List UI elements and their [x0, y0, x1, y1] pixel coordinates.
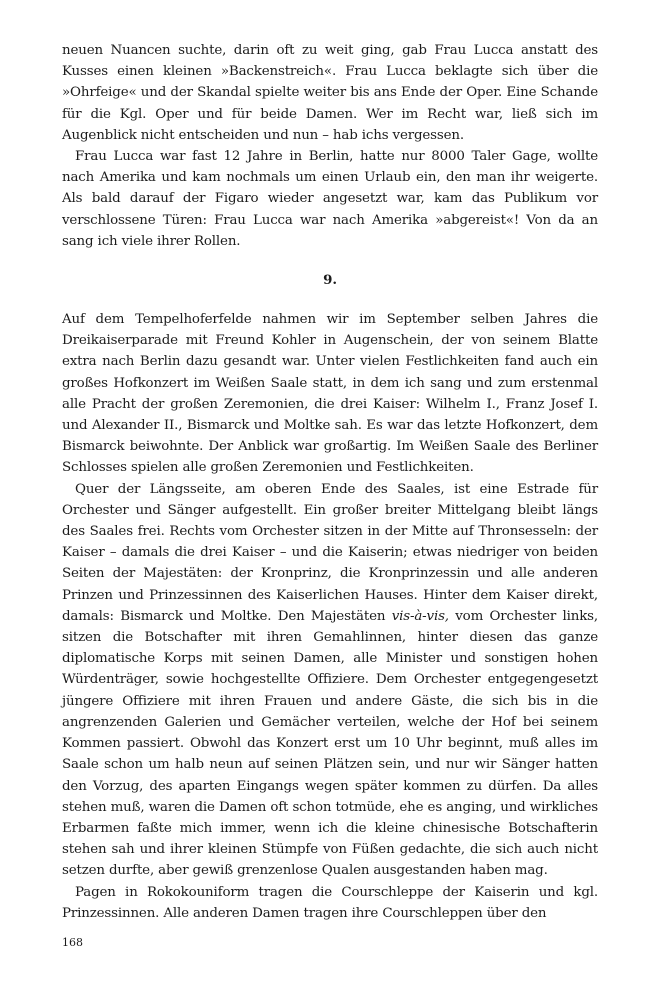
- paragraph-dreikaiserparade: Auf dem Tempelhoferfelde nahmen wir im September selben Jahres die Dreikaiserparade mit Freund Kohler in Augenschein, der von seinem Blatte extra nach Berlin dazu gesandt war. Unter vielen Festlichkeiten fand auch ein großes Hofkonzert im Weißen Saale statt, in dem ich sang und zum erstenmal alle Pracht der großen Zeremonien, die drei Kaiser: Wilhelm I., Franz Josef I. und Alexander II., Bismarck und Moltke sah. Es war das letzte Hofkonzert, dem Bismarck beiwohnte. Der Anblick war großartig. Im Weißen Saale des Berliner Schlosses spielen alle großen Zeremonien und Festlichkeiten.: [62, 312, 598, 476]
- paragraph-lucca-scandal: neuen Nuancen suchte, darin oft zu weit ging, gab Frau Lucca anstatt des Kusses einen kleinen »Backenstreich«. Frau Lucca beklagte sich über die »Ohrfeige« und der Skandal spielte weiter bis ans Ende der Oper. Eine Schande für die Kgl. Oper und für beide Damen. Wer im Recht war, ließ sich im Augenblick nicht entscheiden und nun – hab ichs vergessen.: [62, 43, 598, 143]
- paragraph-text: vom Orchester links, sitzen die Botschafter mit ihren Gemahlinnen, hinter diesen das ganze diplomatische Korps mit seinen Damen, alle Minister und sonstigen hohen Würdenträger, sowie hochgestellte Offiziere. Dem Orchester entgegengesetzt jüngere Offiziere mit ihren Frauen und andere Gäste, die sich bis in die angrenzenden Galerien und Gemächer verteilen, welche der Hof bei seinem Kommen passiert. Obwohl das Konzert erst um 10 Uhr beginnt, muß alles im Saale schon um halb neun auf seinen Plätzen sein, und nur wir Sänger hatten den Vorzug, des aparten Eingangs wegen später kommen zu dürfen. Da alles stehen muß, waren die Damen oft schon totmüde, ehe es anging, und wirkliches Erbarmen faßte mich immer, wenn ich die kleine chinesische Botschafterin stehen sah und ihrer kleinen Stümpfe von Füßen gedachte, die sich auch nicht setzen durfte, aber gewiß grenzenlose Qualen ausgestanden haben mag.: [62, 608, 598, 879]
- page-body: [62, 40, 598, 924]
- section-number: 9.: [323, 272, 337, 289]
- page-number: 168: [62, 936, 83, 949]
- paragraph-pagen: Pagen in Rokokouniform tragen die Courschleppe der Kaiserin und kgl. Prinzessinnen. Alle anderen Damen tragen ihre Courschleppen über den: [62, 884, 598, 921]
- paragraph-weisser-saal: [62, 479, 598, 882]
- paragraph-lucca-america: Frau Lucca war fast 12 Jahre in Berlin, hatte nur 8000 Taler Gage, wollte nach Amerika und kam nochmals um einen Urlaub ein, den man ihr weigerte. Als bald darauf der Figaro wieder angesetzt war, kam das Publikum vor verschlossene Türen: Frau Lucca war nach Amerika »abgereist«! Von da an sang ich viele ihrer Rollen.: [62, 149, 598, 249]
- paragraph-text: Quer der Längsseite, am oberen Ende des Saales, ist eine Estrade für Orchester und Sänger aufgestellt. Ein großer breiter Mittelgang bleibt längs des Saales frei. Rechts vom Orchester sitzen in der Mitte auf Thronsesseln: der Kaiser – damals die drei Kaiser – und die Kaiserin; etwas niedriger von beiden Seiten der Majestäten: der Kronprinz, die Kronprinzessin und alle anderen Prinzen und Prinzessinnen des Kaiserlichen Hauses. Hinter dem Kaiser direkt, damals: Bismarck und Moltke. Den Majestäten: [62, 481, 598, 624]
- italic-term: vis-à-vis,: [391, 608, 449, 624]
